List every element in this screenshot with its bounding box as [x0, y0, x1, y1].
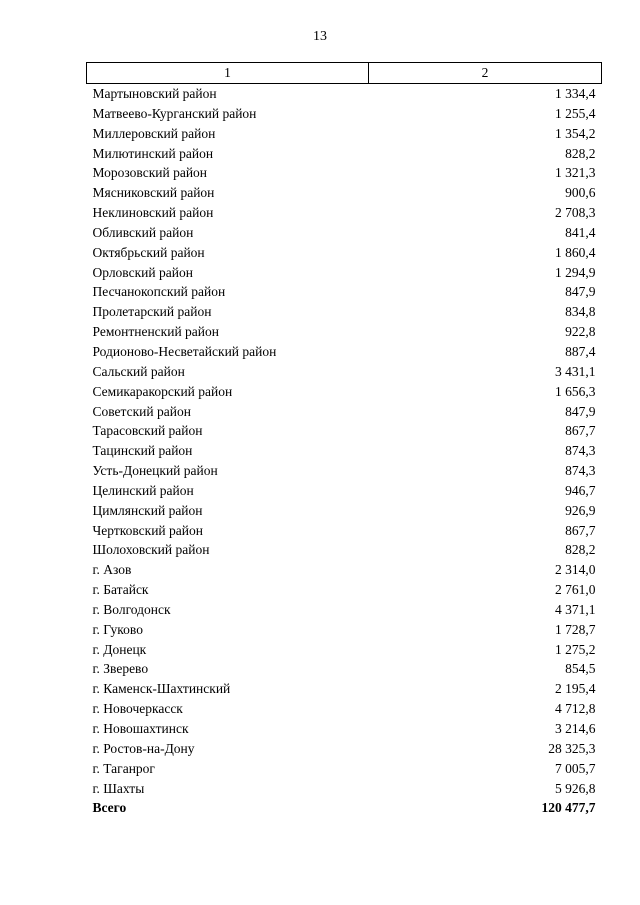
territory-name: г. Зверево — [92, 661, 149, 677]
territory-name: Неклиновский район — [92, 205, 214, 221]
territory-name: г. Таганрог — [92, 760, 155, 776]
table-body — [87, 84, 602, 819]
territory-name: г. Волгодонск — [92, 601, 171, 617]
table-row — [87, 362, 602, 382]
territory-name: г. Батайск — [92, 582, 149, 598]
territory-value: 2 708,3 — [555, 205, 596, 221]
table-row — [87, 421, 602, 441]
table-row — [87, 322, 602, 342]
territory-name: Обливский район — [92, 224, 194, 240]
table-row — [87, 719, 602, 739]
territory-value: 887,4 — [565, 343, 596, 359]
table-row — [87, 282, 602, 302]
territory-name: Ремонтненский район — [92, 324, 219, 340]
table-row — [87, 481, 602, 501]
table-row — [87, 302, 602, 322]
territory-value: 5 926,8 — [555, 780, 596, 796]
table-row — [87, 243, 602, 263]
table-row — [87, 501, 602, 521]
territory-value: 1 860,4 — [555, 244, 596, 260]
table-row — [87, 560, 602, 580]
territory-name: Тарасовский район — [92, 423, 203, 439]
territory-name: г. Азов — [92, 562, 132, 578]
table-row — [87, 382, 602, 402]
column-header-2: 2 — [369, 63, 602, 84]
table-row — [87, 779, 602, 799]
table-header-row — [87, 63, 602, 84]
territory-value: 841,4 — [565, 224, 596, 240]
territory-name: Орловский район — [92, 264, 193, 280]
territory-value: 854,5 — [565, 661, 596, 677]
territory-name: Цимлянский район — [92, 502, 203, 518]
table-row — [87, 163, 602, 183]
table-row — [87, 104, 602, 124]
table-row — [87, 263, 602, 283]
table-row — [87, 84, 602, 104]
table-row — [87, 699, 602, 719]
table-row — [87, 600, 602, 620]
territory-name: Родионово-Несветайский район — [92, 343, 277, 359]
territory-name: Морозовский район — [92, 165, 208, 181]
territory-value: 874,3 — [565, 443, 596, 459]
territory-value: 2 314,0 — [555, 562, 596, 578]
table-row — [87, 402, 602, 422]
table-row — [87, 580, 602, 600]
column-header-1: 1 — [87, 63, 369, 84]
territory-value: 847,9 — [565, 403, 596, 419]
table-row — [87, 144, 602, 164]
territory-name: г. Новочеркасск — [92, 701, 183, 717]
territory-value: 1 294,9 — [555, 264, 596, 280]
territory-value: 4 371,1 — [555, 601, 596, 617]
table-row — [87, 679, 602, 699]
territory-value: 2 761,0 — [555, 582, 596, 598]
territory-name: Целинский район — [92, 482, 194, 498]
table-row — [87, 521, 602, 541]
total-label: Всего — [92, 800, 127, 816]
territory-name: Усть-Донецкий район — [92, 463, 218, 479]
page-number: 13 — [313, 29, 327, 44]
territory-name: г. Ростов-на-Дону — [92, 740, 195, 756]
territory-name: Сальский район — [92, 363, 185, 379]
table-row — [87, 659, 602, 679]
territory-name: Октябрьский район — [92, 244, 205, 260]
territory-name: г. Новошахтинск — [92, 721, 189, 736]
territory-name: Милютинский район — [92, 145, 214, 161]
territory-name: Семикаракорский район — [92, 383, 233, 399]
table-row — [87, 461, 602, 481]
territory-value: 828,2 — [565, 542, 596, 558]
territory-name: Шолоховский район — [92, 542, 210, 558]
territory-value: 1 321,3 — [555, 165, 596, 181]
territory-value: 2 195,4 — [555, 681, 596, 697]
total-row — [87, 798, 602, 818]
territory-value: 4 712,8 — [555, 701, 596, 717]
table-row — [87, 203, 602, 223]
territory-value: 946,7 — [565, 482, 596, 498]
table-row — [87, 183, 602, 203]
territory-value: 3 431,1 — [555, 363, 596, 379]
table-row — [87, 342, 602, 362]
territory-name: Миллеровский район — [92, 125, 216, 141]
territory-name: г. Донецк — [92, 641, 147, 657]
territory-value: 3 214,6 — [555, 721, 596, 736]
territory-value: 1 728,7 — [555, 621, 596, 637]
territory-value: 922,8 — [565, 324, 596, 340]
table-row — [87, 124, 602, 144]
budget-table — [86, 62, 602, 818]
territory-value: 867,7 — [565, 522, 596, 538]
territory-name: Матвеево-Курганский район — [92, 105, 257, 121]
territory-value: 847,9 — [565, 284, 596, 300]
territory-name: Песчанокопский район — [92, 284, 226, 300]
territory-name: г. Каменск-Шахтинский — [92, 681, 231, 697]
total-value: 120 477,7 — [541, 800, 596, 816]
territory-name: Мартыновский район — [92, 86, 217, 101]
territory-value: 834,8 — [565, 304, 596, 320]
territory-value: 1 275,2 — [555, 641, 596, 657]
territory-name: г. Шахты — [92, 780, 145, 796]
territory-value: 1 656,3 — [555, 383, 596, 399]
table-row — [87, 540, 602, 560]
territory-value: 7 005,7 — [555, 760, 596, 776]
territory-value: 1 354,2 — [555, 125, 596, 141]
table-row — [87, 739, 602, 759]
territory-value: 926,9 — [565, 502, 596, 518]
territory-name: г. Гуково — [92, 621, 143, 637]
table-row — [87, 441, 602, 461]
territory-value: 1 334,4 — [555, 86, 596, 101]
territory-value: 867,7 — [565, 423, 596, 439]
territory-name: Тацинский район — [92, 443, 193, 459]
territory-value: 1 255,4 — [555, 105, 596, 121]
table-row — [87, 620, 602, 640]
table-row — [87, 223, 602, 243]
territory-value: 874,3 — [565, 463, 596, 479]
territory-name: Чертковский район — [92, 522, 203, 538]
territory-name: Мясниковский район — [92, 185, 215, 201]
territory-name: Пролетарский район — [92, 304, 212, 320]
table-row — [87, 759, 602, 779]
table-row — [87, 640, 602, 660]
territory-value: 28 325,3 — [548, 740, 596, 756]
territory-value: 828,2 — [565, 145, 596, 161]
territory-value: 900,6 — [565, 185, 596, 201]
territory-name: Советский район — [92, 403, 191, 419]
